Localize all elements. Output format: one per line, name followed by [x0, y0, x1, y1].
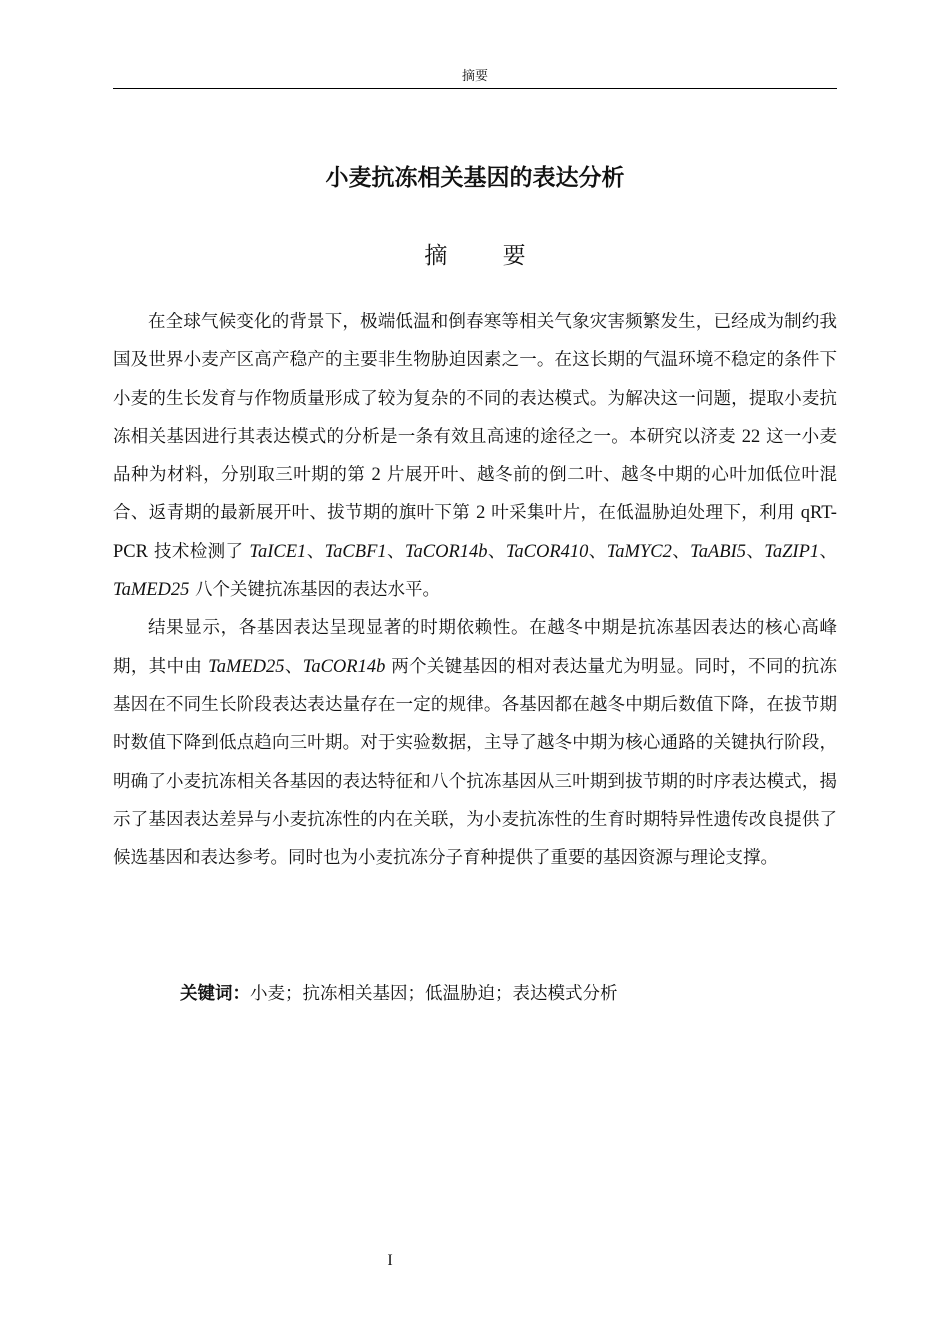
gene-name: TaZIP1 [764, 541, 820, 562]
p1-text-5: 技术检测了 [153, 541, 244, 562]
method-name: qRT-PCR [113, 503, 837, 562]
abstract-heading: 摘 要 [424, 243, 550, 269]
cultivar-number: 22 [741, 426, 761, 447]
separator: 、 [671, 541, 691, 562]
gene-name: TaMED25 [208, 656, 285, 677]
separator: 、 [306, 541, 325, 562]
gene-name: TaCOR410 [505, 541, 589, 562]
page-number: I [387, 1252, 393, 1269]
gene-name: TaCOR14b [404, 541, 488, 562]
separator: 、 [487, 541, 506, 562]
gene-name: TaMED25 [113, 580, 190, 601]
separator: 、 [588, 541, 607, 562]
gene-name: TaABI5 [690, 541, 746, 562]
separator: 、 [284, 656, 303, 677]
separator: 、 [386, 541, 405, 562]
p1-text-4: 叶采集叶片，在低温胁迫处理下，利用 [491, 503, 795, 524]
p1-text-1: 在全球气候变化的背景下，极端低温和倒春寒等相关气象灾害频繁发生，已经成为制约我国及世界小麦产区高产稳产的主要非生物胁迫因素之一。在这长期的气温环境不稳定的条件下小麦的生长发育与作物质量形成了较为复杂的不同的表达模式。为解决这一问题，提取小麦抗冻相关基因进行其表达模式的分析是一条有效且高速的途径之一。本研究以济麦 [113, 312, 837, 447]
abstract-body [113, 303, 837, 877]
leaf-number-2: 2 [476, 503, 486, 524]
keywords-line [180, 976, 837, 1012]
running-header [113, 62, 837, 89]
p1-text-6: 八个关键抗冻基因的表达水平。 [195, 580, 440, 601]
abstract-paragraph-1 [113, 303, 837, 609]
gene-name: TaCOR14b [302, 656, 386, 677]
separator: 、 [746, 541, 765, 562]
keywords-label: 关键词： [180, 984, 250, 1004]
p1-text-3: 片展开叶、越冬前的倒二叶、越冬中期的心叶加低位叶混合、返青期的最新展开叶、拔节期的旗叶下第 [113, 465, 837, 524]
gene-name: TaICE1 [249, 541, 307, 562]
running-header-title: 摘要 [461, 69, 488, 84]
keywords-text: 小麦；抗冻相关基因；低温胁迫；表达模式分析 [250, 984, 618, 1004]
abstract-paragraph-2 [113, 609, 837, 877]
p2-text-2: 两个关键基因的相对表达量尤为明显。同时，不同的抗冻基因在不同生长阶段表达表达量存在一定的规律。各基因都在越冬中期后数值下降，在拔节期时数值下降到低点趋向三叶期。对于实验数据，主导了越冬中期为核心通路的关键执行阶段，明确了小麦抗冻相关各基因的表达特征和八个抗冻基因从三叶期到拔节期的时序表达模式，揭示了基因表达差异与小麦抗冻性的内在关联，为小麦抗冻性的生育时期特异性遗传改良提供了候选基因和表达参考。同时也为小麦抗冻分子育种提供了重要的基因资源与理论支撑。 [113, 656, 837, 869]
p2-text-1: 结果显示，各基因表达呈现显著的时期依赖性。在越冬中期是抗冻基因表达的核心高峰期，其中由 [113, 618, 837, 677]
thesis-title: 小麦抗冻相关基因的表达分析 [325, 165, 625, 191]
p1-text-2: 这一小麦品种为材料，分别取三叶期的第 [113, 426, 837, 486]
separator: 、 [819, 541, 838, 562]
gene-name: TaMYC2 [606, 541, 672, 562]
gene-name: TaCBF1 [324, 541, 387, 562]
leaf-number-1: 2 [371, 465, 381, 486]
